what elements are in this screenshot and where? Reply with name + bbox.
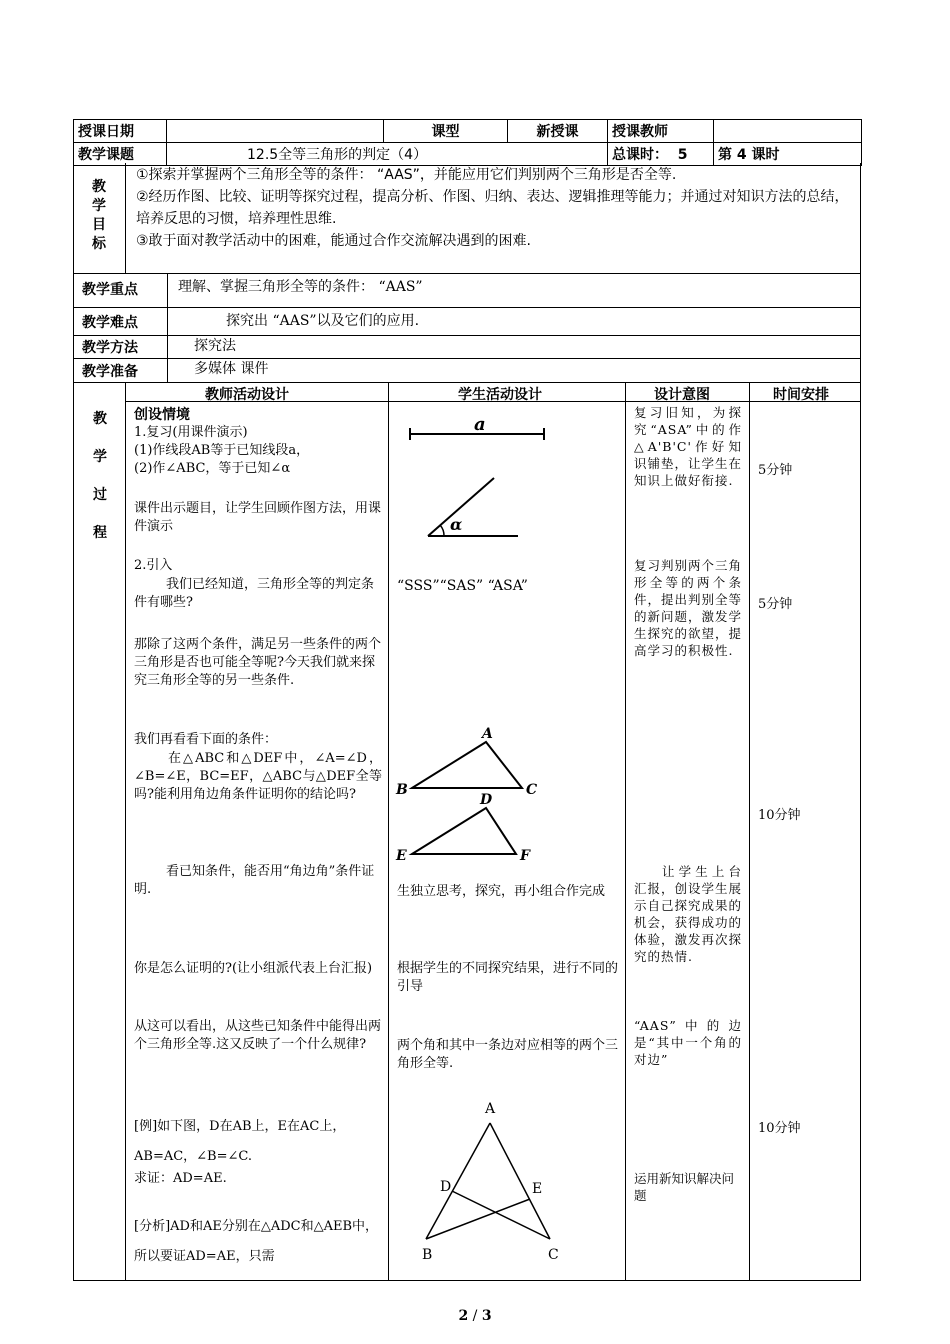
how-question: 你是怎么证明的?(让小组派代表上台汇报) [134,961,373,976]
difficulty-label: 教学难点 [82,315,138,331]
student-criteria: “SSS”“SAS” “ASA” [397,578,528,594]
label-E: E [396,848,407,864]
lesson-number: 第 4 课时 [714,143,862,166]
teacher-show: 课件出示题目，让学生回顾作图方法，用课件演示 [134,501,382,534]
header-table [73,119,862,166]
type-label: 课型 [384,120,508,143]
difficulty-value: 探究出 “AAS”以及它们的应用. [226,313,420,329]
example-text: [例]如下图，D在AB上，E在AC上，AB=AC，∠B=∠C. [134,1119,346,1164]
ex-label-A: A [485,1101,496,1117]
prove-text: 求证：AD=AE. [134,1171,227,1186]
label-A: A [482,726,493,742]
ex-label-C: C [548,1247,559,1263]
time-2: 5分钟 [758,597,793,612]
date-label: 授课日期 [74,120,167,143]
look-text: 我们再看看下面的条件： [134,732,278,747]
key-point-value: 理解、掌握三角形全等的条件： “AAS” [178,279,423,295]
example-figure [412,1095,562,1265]
teacher-heading: 创设情境 [134,407,190,423]
goals-list [136,164,852,252]
review-block: 1.复习(用课件演示) (1)作线段AB等于已知线段a， (2)作∠ABC，等于已知∠α [134,425,310,476]
student-think: 生独立思考，探究，再小组合作完成 [397,884,606,899]
total-label: 总课时： [612,147,668,163]
angle-label: α [450,515,463,534]
condition-text: 在△ABC和△DEF中，∠A=∠D，∠B=∠E，BC=EF，△ABC与△DEF全等吗?能利用角边角条件证明你的结论吗? [134,751,382,802]
intro-title: 2.引入 [134,558,173,573]
prep-value: 多媒体 课件 [194,361,269,377]
goals-label: 教 学 目 标 [92,179,106,252]
triangle-abc [412,742,522,788]
intent-2: 复习判别两个三角形全等的两个条件，提出判别全等的新问题，激发学生探究的欲望，提高学习的积极性. [634,558,743,658]
intent-4: “AAS”中的边是“其中一个角的对边” [634,1018,742,1067]
segment-cd [452,1191,550,1239]
ex-label-E: E [532,1181,543,1197]
col-student-header: 学生活动设计 [458,387,542,403]
date-value [167,120,384,143]
method-label: 教学方法 [82,340,138,356]
intro-more: 那除了这两个条件，满足另一些条件的两个三角形是否也可能全等呢?今天我们就来探究三角形全等的另一些条件. [134,637,382,688]
prep-label: 教学准备 [82,364,138,380]
col-intent-header: 设计意图 [654,387,710,403]
topic-label: 教学课题 [74,143,167,166]
side-ab [426,1123,490,1239]
time-3: 10分钟 [758,808,801,823]
goal-item: ③敢于面对教学活动中的困难，能通过合作交流解决遇到的困难. [136,233,531,249]
goal-item: ①探索并掌握两个三角形全等的条件： “AAS”，并能应用它们判别两个三角形是否全等. [136,167,677,183]
rule-question: 从这可以看出，从这些已知条件中能得出两个三角形全等.这又反映了一个什么规律? [134,1019,382,1052]
time-4: 10分钟 [758,1121,801,1136]
topic-value: 12.5全等三角形的判定（4） [167,143,608,166]
student-guide: 根据学生的不同探究结果，进行不同的引导 [397,961,619,994]
ex-label-D: D [440,1179,452,1195]
time-1: 5分钟 [758,463,793,478]
page-number: 2 / 3 [458,1308,492,1324]
triangle-def [412,808,516,854]
label-B: B [396,782,408,798]
process-label: 教 学 过 程 [93,411,107,541]
ex-label-B: B [422,1247,433,1263]
teacher-value [714,120,862,143]
intent-5: 运用新知识解决问题 [634,1171,735,1203]
label-D: D [480,792,493,808]
label-F: F [520,848,530,864]
student-conclusion: 两个角和其中一条边对应相等的两个三角形全等. [397,1038,619,1071]
teacher-label: 授课教师 [608,120,714,143]
col-teacher-header: 教师活动设计 [205,387,289,403]
total-value: 5 [677,147,688,163]
intro-question: 我们已经知道，三角形全等的判定条件有哪些? [134,577,375,610]
label-C: C [526,782,538,798]
angle-arc [440,525,444,536]
total-hours [608,143,714,166]
intent-3: 让学生上台汇报，创设学生展示自己探究成果的机会，获得成功的体验，激发再次探究的热情. [634,864,743,964]
review-figure [400,412,560,552]
analysis-text: [分析]AD和AE分别在△ADC和△AEB中，所以要证AD=AE，只需 [134,1219,379,1264]
triangles-figure [392,722,552,867]
intent-1: 复习旧知，为探究“ASA”中的作△A'B'C'作好知识铺垫，让学生在知识上做好衔接. [634,405,743,488]
proof-question: 看已知条件，能否用“角边角”条件证明. [134,864,375,897]
method-value: 探究法 [194,338,236,354]
type-value: 新授课 [508,120,608,143]
key-point-label: 教学重点 [82,282,138,298]
segment-label: a [474,414,486,435]
goal-item: ②经历作图、比较、证明等探究过程，提高分析、作图、归纳、表达、逻辑推理等能力；并通过对知识方法的总结，培养反思的习惯，培养理性思维. [136,189,849,227]
segment-be [426,1199,530,1239]
col-time-header: 时间安排 [773,387,829,403]
